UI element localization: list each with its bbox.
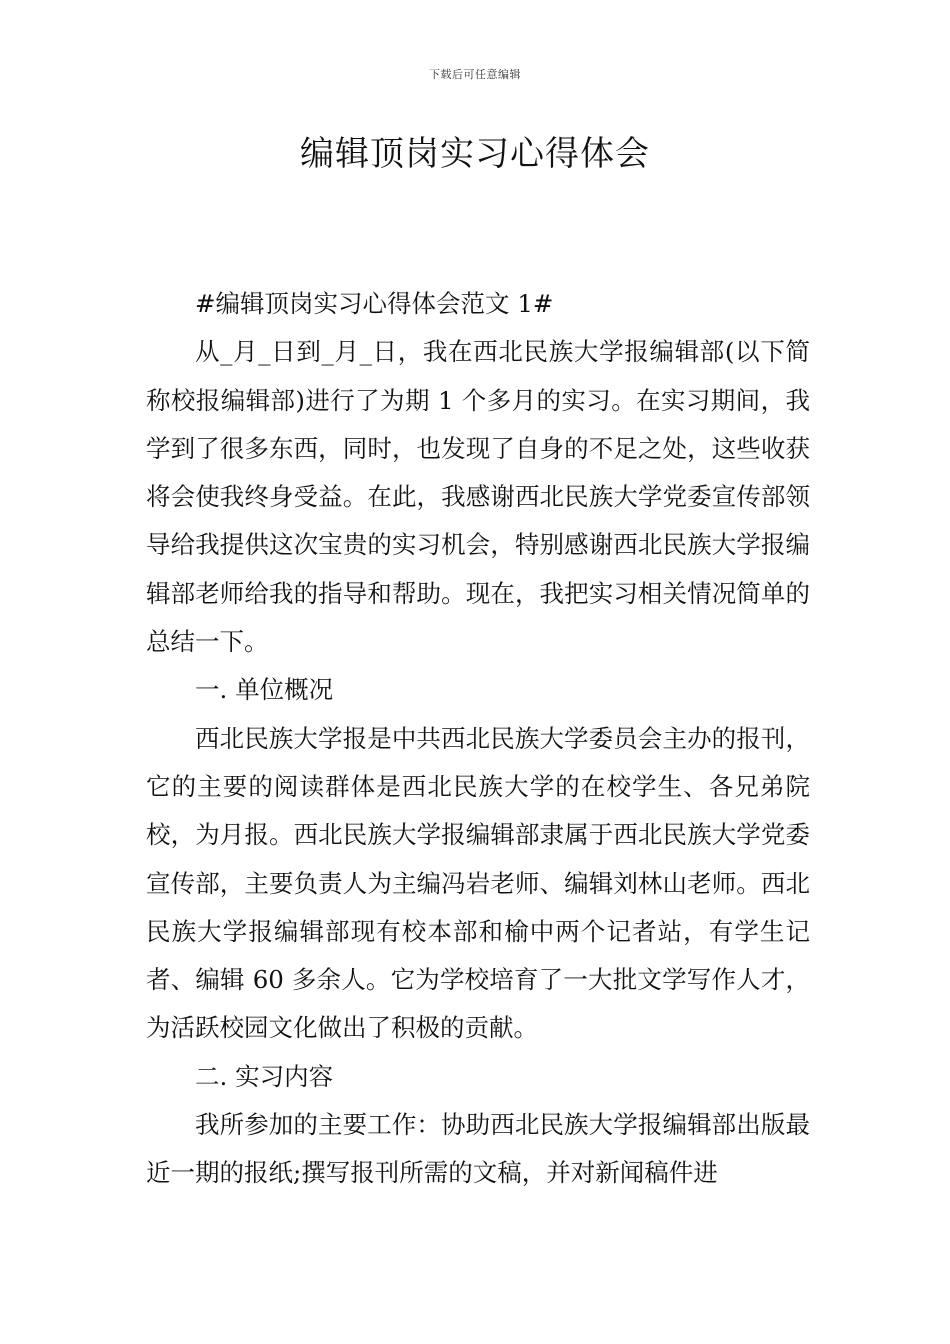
document-body [146,280,810,1198]
intro-paragraph: 从_月_日到_月_日，我在西北民族大学报编辑部(以下简称校报编辑部)进行了为期 1 个多月的实习。在实习期间，我学到了很多东西，同时，也发现了自身的不足之处，这些收获将会使我终身受益。在此，我感谢西北民族大学党委宣传部领导给我提供这次宝贵的实习机会，特别感谢西北民族大学报编辑部老师给我的指导和帮助。现在，我把实习相关情况简单的总结一下。 [146,337,810,657]
internship-content-paragraph: 我所参加的主要工作：协助西北民族大学报编辑部出版最近一期的报纸;撰写报刊所需的文稿，并对新闻稿件进 [146,1110,810,1188]
essay-subheading: #编辑顶岗实习心得体会范文 1# [195,289,554,318]
section-heading-unit-overview: 一. 单位概况 [195,675,334,705]
unit-overview-paragraph: 西北民族大学报是中共西北民族大学委员会主办的报刊，它的主要的阅读群体是西北民族大学的在校学生、各兄弟院校，为月报。西北民族大学报编辑部隶属于西北民族大学党委宣传部，主要负责人为主编冯岩老师、编辑刘林山老师。西北民族大学报编辑部现有校本部和榆中两个记者站，有学生记者、编辑 60 多余人。它为学校培育了一大批文学写作人才，为活跃校园文化做出了积极的贡献。 [146,723,810,1043]
section-heading-internship-content: 二. 实习内容 [195,1061,334,1091]
header-note: 下载后可任意编辑 [429,68,521,81]
document-title: 编辑顶岗实习心得体会 [300,134,650,174]
